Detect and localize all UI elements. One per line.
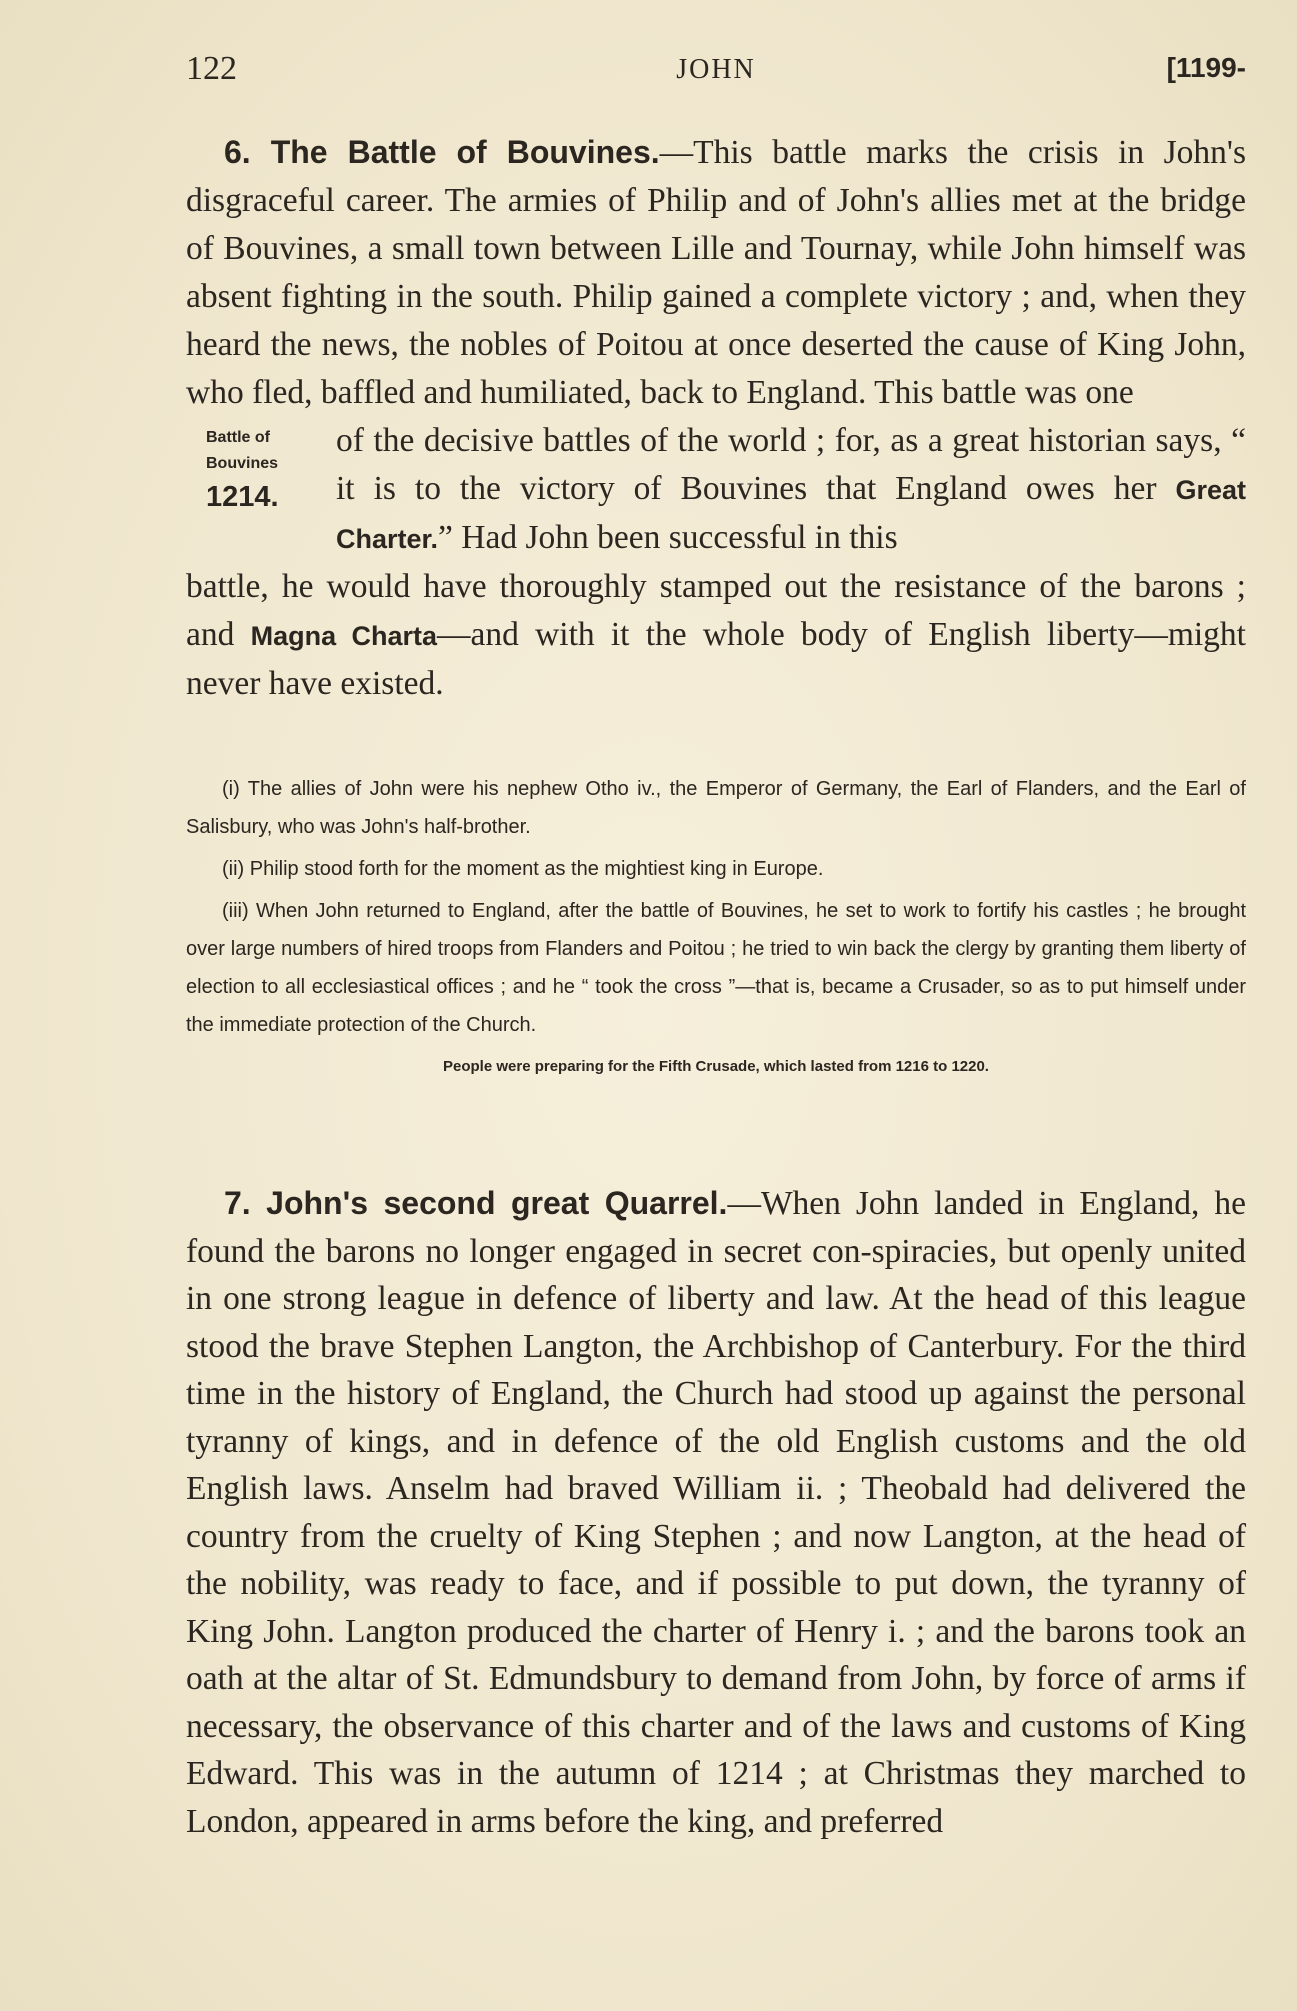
section-6-text-b2: ” Had John been successful in this	[438, 519, 898, 556]
section-6-text-b1: of the decisive battles of the world ; for, as a great historian says, “ it is to the victory of Bouvines that England owes her	[336, 422, 1246, 507]
note-4: People were preparing for the Fifth Crusade, which lasted from 1216 to 1220.	[443, 1058, 989, 1075]
page-header	[186, 50, 1246, 94]
great-charter-term: Great Charter.	[336, 475, 1246, 554]
note-2: (ii) Philip stood forth for the moment as the mightiest king in Europe.	[222, 858, 824, 880]
margin-note-year: 1214.	[206, 481, 279, 513]
section-7	[186, 1180, 1246, 1845]
section-7-text: —When John landed in England, he found the barons no longer engaged in secret con-spiracies, but openly united in one strong league in defence of liberty and law. At the head of this league stood the brave Stephen Langton, the Archbishop of Canterbury. For the third time in the history of England, the Church had stood up against the personal tyranny of kings, and in defence of the old English customs and the old English laws. Anselm had braved William ii. ; Theobald had delivered the country from the cruelty of King Stephen ; and now Langton, at the head of the nobility, was ready to face, and if possible to put down, the tyranny of King John. Langton produced the charter of Henry i. ; and the barons took an oath at the altar of St. Edmundsbury to demand from John, by force of arms if necessary, the observance of this charter and of the laws and customs of King Edward. This was in the autumn of 1214 ; at Christmas they marched to London, appeared in arms before the king, and preferred	[186, 1185, 1246, 1840]
page-number: 122	[186, 50, 237, 87]
section-6-notes	[186, 770, 1246, 1086]
section-6-text-c1: battle, he would have thoroughly stamped out the resistance of the barons ; and	[186, 568, 1246, 653]
section-6-sidenote-block	[186, 417, 1246, 563]
margin-note	[206, 425, 316, 517]
section-6-text-c	[186, 563, 1246, 708]
note-1: (i) The allies of John were his nephew Otho iv., the Emperor of Germany, the Earl of Flanders, and the Earl of Salisbury, who was John's half-brother.	[186, 778, 1246, 838]
section-6-paragraph-a	[186, 128, 1246, 417]
section-6-heading: 6. The Battle of Bouvines.	[224, 134, 660, 170]
running-title: JOHN	[676, 54, 756, 85]
section-6	[186, 128, 1246, 708]
margin-note-line1: Battle of	[206, 429, 270, 446]
section-7-paragraph	[186, 1180, 1246, 1845]
year-marker: [1199-	[1166, 52, 1246, 83]
section-7-heading: 7. John's second great Quarrel.	[224, 1185, 728, 1221]
magna-charta-term: Magna Charta	[250, 621, 437, 651]
margin-note-line2: Bouvines	[206, 455, 279, 472]
section-6-text-c2: —and with it the whole body of English liberty—might never have existed.	[186, 616, 1246, 702]
section-6-text-b	[336, 417, 1246, 563]
note-3: (iii) When John returned to England, after the battle of Bouvines, he set to work to fortify his castles ; he brought over large numbers of hired troops from Flanders and Poitou ; he tried to win back the clergy by granting them liberty of election to all ecclesiastical offices ; and he “ took the cross ”—that is, became a Crusader, so as to put himself under the immediate protection of the Church.	[186, 900, 1246, 1036]
section-6-text-a: —This battle marks the crisis in John's disgraceful career. The armies of Philip and of John's allies met at the bridge of Bouvines, a small town between Lille and Tournay, while John himself was absent fighting in the south. Philip gained a complete victory ; and, when they heard the news, the nobles of Poitou at once deserted the cause of King John, who fled, baffled and humiliated, back to England. This battle was one	[186, 134, 1246, 411]
